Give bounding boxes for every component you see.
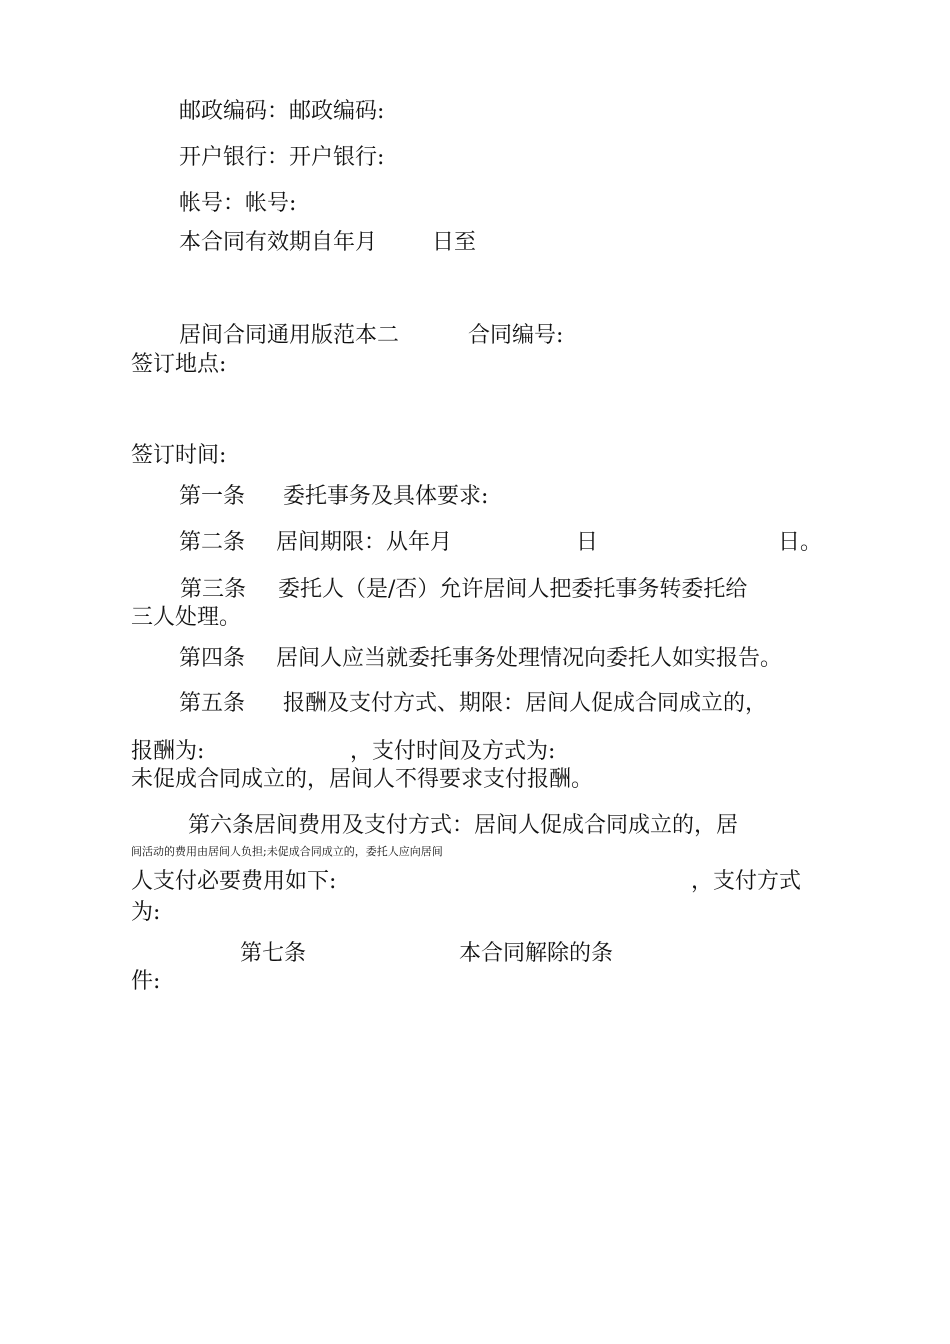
article-6-continuation: 为:: [131, 900, 161, 925]
article-3-text: 委托人（是/否）允许居间人把委托事务转委托给: [278, 577, 748, 602]
article-6-expenses-label: 人支付必要费用如下:: [131, 869, 337, 894]
article-4-text: 居间人应当就委托事务处理情况向委托人如实报告。: [276, 646, 783, 671]
article-5-number: 第五条: [179, 691, 246, 716]
article-4-number: 第四条: [179, 646, 246, 671]
article-2-text: 居间期限：从年月: [276, 530, 453, 555]
article-7-number: 第七条: [240, 941, 307, 966]
bank-line: 开户银行：开户银行:: [179, 145, 385, 170]
account-line: 帐号：帐号:: [179, 191, 297, 216]
article-6-small-text: 间活动的费用由居间人负担;未促成合同成立的，委托人应向居间: [131, 845, 443, 858]
validity-line-start: 本合同有效期自年月: [179, 230, 378, 255]
postal-code-line: 邮政编码：邮政编码:: [179, 99, 385, 124]
article-2-number: 第二条: [179, 530, 246, 555]
article-3-continuation: 三人处理。: [131, 605, 242, 630]
article-5-continuation: 未促成合同成立的，居间人不得要求支付报酬。: [131, 767, 594, 792]
signing-place-label: 签订地点:: [131, 352, 227, 377]
article-6-payment-method: ，支付方式: [691, 869, 802, 894]
article-5-remuneration-label: 报酬为:: [131, 739, 205, 764]
document-title: 居间合同通用版范本二: [179, 323, 400, 348]
article-5-text: 报酬及支付方式、期限：居间人促成合同成立的，: [283, 691, 768, 716]
article-5-payment-label: ，支付时间及方式为:: [350, 739, 556, 764]
signing-time-label: 签订时间:: [131, 443, 227, 468]
article-1-number: 第一条: [179, 484, 246, 509]
article-7-text: 本合同解除的条: [459, 941, 614, 966]
contract-number-label: 合同编号:: [468, 323, 564, 348]
article-2-day-2: 日。: [778, 530, 823, 555]
validity-line-end: 日至: [432, 230, 477, 255]
article-7-continuation: 件:: [131, 969, 161, 994]
article-1-text: 委托事务及具体要求:: [283, 484, 489, 509]
article-3-number: 第三条: [180, 577, 247, 602]
article-2-day-1: 日: [576, 530, 599, 555]
article-6-text: 第六条居间费用及支付方式：居间人促成合同成立的，居: [188, 813, 739, 838]
